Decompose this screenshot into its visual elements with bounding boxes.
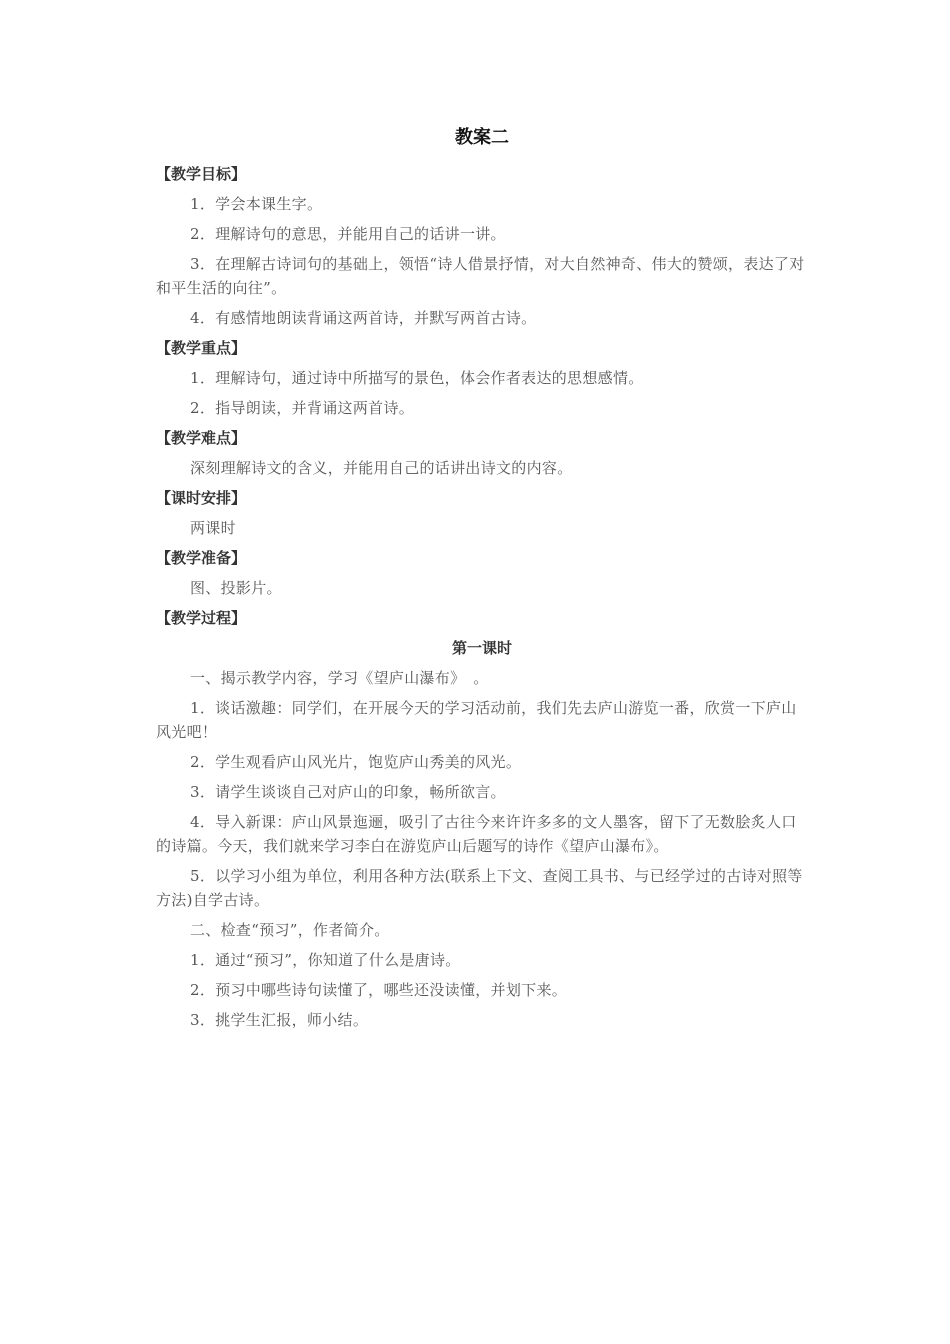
paragraph: 深刻理解诗文的含义，并能用自己的话讲出诗文的内容。 [190, 459, 573, 477]
section-heading-preparation: 【教学准备】 [156, 549, 247, 567]
paragraph: 5．以学习小组为单位，利用各种方法(联系上下文、查阅工具书、与已经学过的古诗对照等方法)自学古诗。 [156, 867, 803, 909]
paragraph: 图、投影片。 [190, 579, 282, 597]
lesson-subtitle: 第一课时 [451, 639, 512, 657]
paragraph: 3．请学生谈谈自己对庐山的印象，畅所欲言。 [190, 783, 506, 801]
paragraph: 1．理解诗句，通过诗中所描写的景色，体会作者表达的思想感情。 [190, 369, 644, 387]
paragraph: 1．学会本课生字。 [190, 195, 323, 213]
document-title: 教案二 [455, 127, 509, 148]
paragraph: 2．预习中哪些诗句读懂了，哪些还没读懂，并划下来。 [190, 981, 568, 999]
paragraph: 3．挑学生汇报，师小结。 [190, 1011, 369, 1029]
paragraph: 2．指导朗读，并背诵这两首诗。 [190, 399, 415, 417]
paragraph: 一、揭示教学内容，学习《望庐山瀑布》 。 [190, 669, 489, 687]
section-heading-process: 【教学过程】 [156, 609, 247, 627]
paragraph: 1．通过“预习”，你知道了什么是唐诗。 [190, 951, 461, 969]
section-heading-objectives: 【教学目标】 [156, 165, 247, 183]
paragraph: 3．在理解古诗词句的基础上，领悟“诗人借景抒情，对大自然神奇、伟大的赞颂，表达了对和平生活的向往”。 [156, 255, 805, 297]
section-heading-key-points: 【教学重点】 [156, 339, 247, 357]
section-heading-schedule: 【课时安排】 [156, 489, 247, 507]
paragraph: 2．学生观看庐山风光片，饱览庐山秀美的风光。 [190, 753, 522, 771]
paragraph: 4．导入新课：庐山风景迤逦，吸引了古往今来许许多多的文人墨客，留下了无数脍炙人口的诗篇。今天，我们就来学习李白在游览庐山后题写的诗作《望庐山瀑布》。 [156, 813, 797, 855]
paragraph: 2．理解诗句的意思，并能用自己的话讲一讲。 [190, 225, 506, 243]
document-page [156, 120, 808, 1038]
paragraph: 二、检查“预习”，作者简介。 [190, 921, 390, 939]
paragraph: 1．谈话激趣：同学们，在开展今天的学习活动前，我们先去庐山游览一番，欣赏一下庐山风光吧！ [156, 699, 797, 741]
paragraph: 4．有感情地朗读背诵这两首诗，并默写两首古诗。 [190, 309, 537, 327]
paragraph: 两课时 [190, 519, 236, 537]
section-heading-difficulties: 【教学难点】 [156, 429, 247, 447]
